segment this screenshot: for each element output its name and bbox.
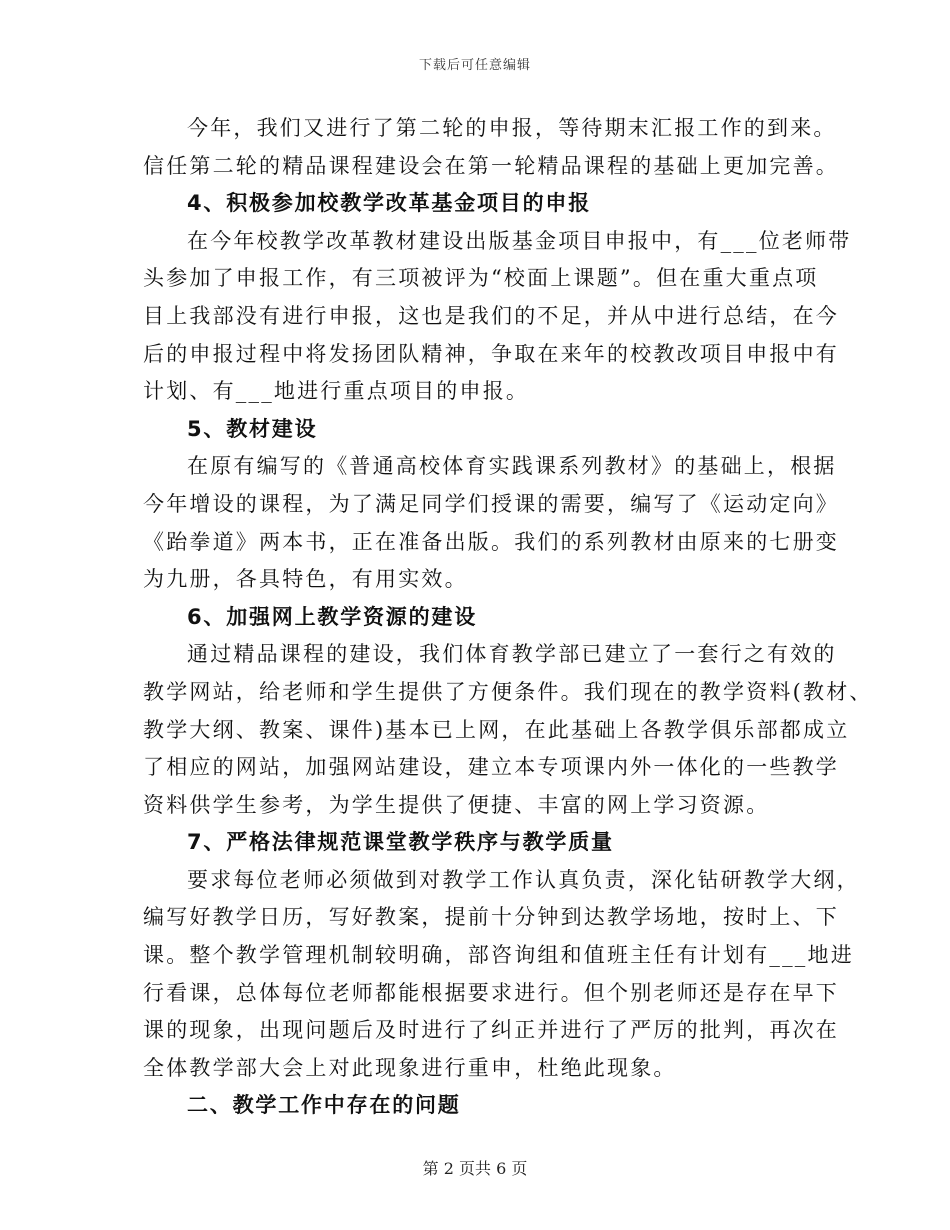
paragraph-line: 全体教学部大会上对此现象进行重申，杜绝此现象。 [143,1055,677,1080]
paragraph-line: 教学网站，给老师和学生提供了方便条件。我们现在的教学资料(教材、 [143,679,873,704]
paragraph-line: 后的申报过程中将发扬团队精神，争取在来年的校教改项目申报中有 [143,341,839,366]
paragraph-line: 要求每位老师必须做到对教学工作认真负责，深化钻研教学大纲， [187,867,860,892]
paragraph-line: 为九册，各具特色，有用实效。 [143,567,468,592]
paragraph-line: 今年增设的课程，为了满足同学们授课的需要，编写了《运动定向》 [143,491,839,516]
paragraph-line: 资料供学生参考，为学生提供了便捷、丰富的网上学习资源。 [143,792,770,817]
section-heading: 4、积极参加校教学改革基金项目的申报 [187,191,592,216]
paragraph-line: 通过精品课程的建设，我们体育教学部已建立了一套行之有效的 [187,642,837,667]
paragraph-line: 课的现象，出现问题后及时进行了纠正并进行了严厉的批判，再次在 [143,1018,839,1043]
paragraph-line: 信任第二轮的精品课程建设会在第一轮精品课程的基础上更加完善。 [143,153,839,178]
section-heading: 5、教材建设 [187,416,318,441]
paragraph-line: 目上我部没有进行申报，这也是我们的不足，并从中进行总结，在今 [143,303,839,328]
paragraph-line: 计划、有___地进行重点项目的申报。 [143,379,530,404]
page-header: 下载后可任意编辑 [418,58,531,73]
paragraph-line: 今年，我们又进行了第二轮的申报，等待期末汇报工作的到来。 [187,116,837,140]
paragraph-line: 在今年校教学改革教材建设出版基金项目申报中，有___位老师带 [187,228,852,253]
paragraph-line: 教学大纲、教案、课件)基本已上网，在此基础上各教学俱乐部都成立 [143,717,850,742]
paragraph-line: 在原有编写的《普通高校体育实践课系列教材》的基础上，根据 [187,454,837,479]
section-heading: 7、严格法律规范课堂教学秩序与教学质量 [187,830,614,855]
section-heading: 6、加强网上教学资源的建设 [187,604,478,629]
paragraph-line: 课。整个教学管理机制较明确，部咨询组和值班主任有计划有___地进 [143,943,854,968]
page-number: 第 2 页共 6 页 [422,1159,528,1178]
paragraph-line: 《跆拳道》两本书，正在准备出版。我们的系列教材由原来的七册变 [143,529,839,554]
section-heading: 二、教学工作中存在的问题 [187,1093,461,1118]
document-body [143,110,873,1125]
paragraph-line: 编写好教学日历，写好教案，提前十分钟到达教学场地，按时上、下 [143,905,839,930]
paragraph-line: 行看课，总体每位老师都能根据要求进行。但个别老师还是存在早下 [143,980,839,1005]
paragraph-line: 了相应的网站，加强网站建设，建立本专项课内外一体化的一些教学 [143,755,839,780]
paragraph-line: 头参加了申报工作，有三项被评为“校面上课题”。但在重大重点项 [143,266,819,291]
